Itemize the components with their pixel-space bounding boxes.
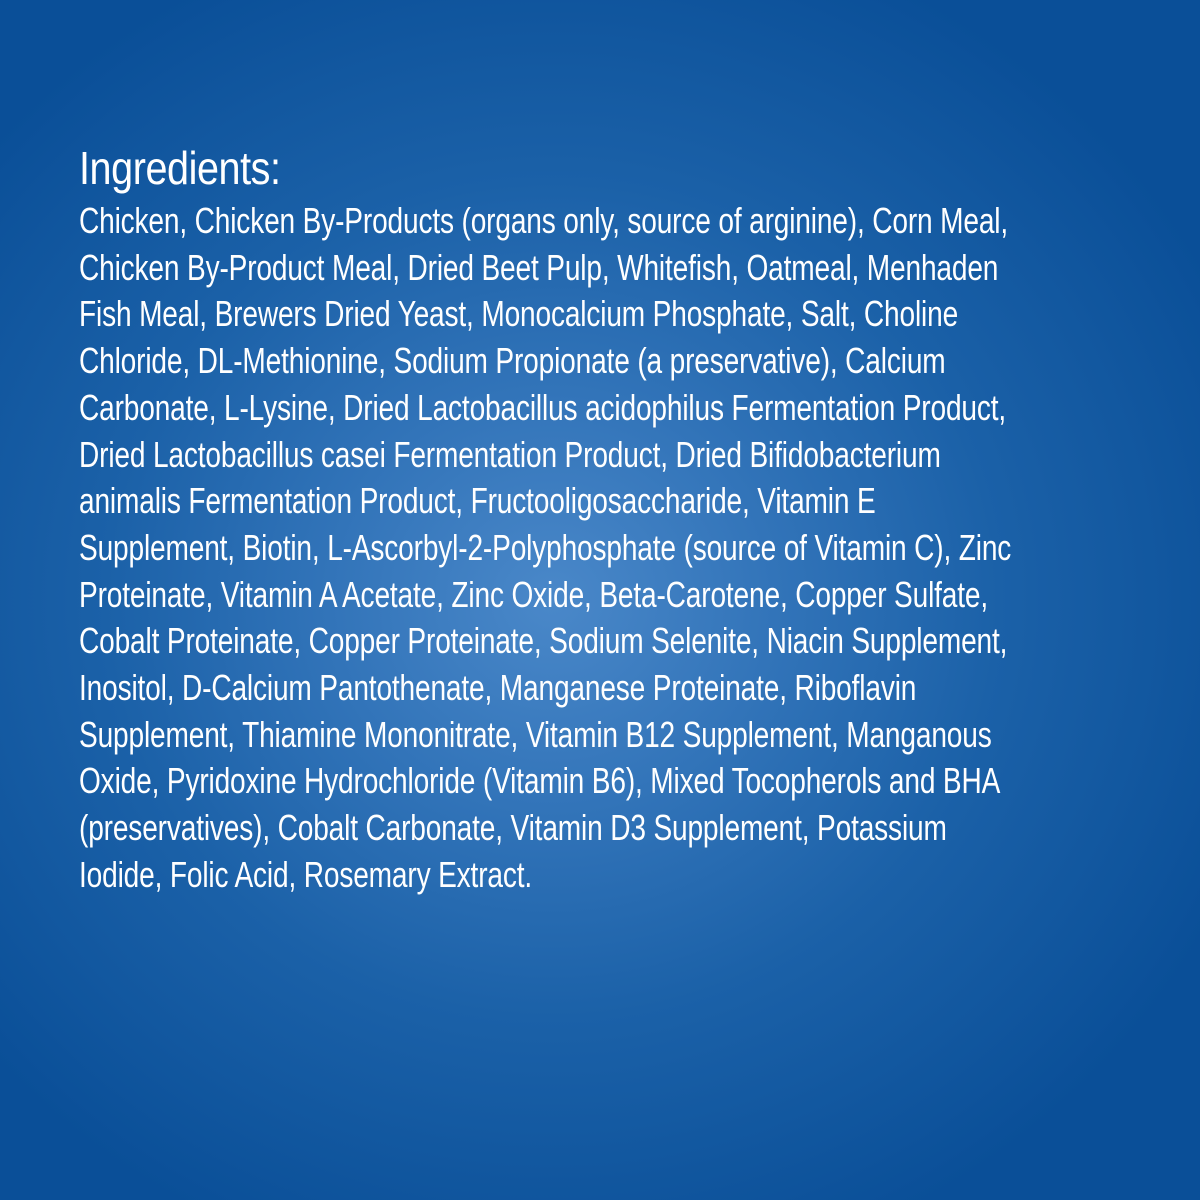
- ingredient-line: Chloride, DL-Methionine, Sodium Propionate (a preservative), Calcium: [79, 340, 946, 382]
- ingredients-list: [79, 198, 1159, 899]
- ingredient-line: (preservatives), Cobalt Carbonate, Vitamin D3 Supplement, Potassium: [79, 807, 947, 849]
- ingredient-line: Inositol, D-Calcium Pantothenate, Manganese Proteinate, Riboflavin: [79, 667, 917, 709]
- ingredient-line: Chicken By-Product Meal, Dried Beet Pulp, Whitefish, Oatmeal, Menhaden: [79, 246, 999, 288]
- ingredients-heading: Ingredients:: [79, 142, 281, 194]
- ingredient-line: Carbonate, L-Lysine, Dried Lactobacillus acidophilus Fermentation Product,: [79, 386, 1007, 428]
- ingredient-line: Supplement, Thiamine Mononitrate, Vitamin B12 Supplement, Manganous: [79, 713, 992, 755]
- ingredient-line: Iodide, Folic Acid, Rosemary Extract.: [79, 853, 533, 895]
- ingredient-line: Dried Lactobacillus casei Fermentation Product, Dried Bifidobacterium: [79, 433, 941, 475]
- ingredient-line: Oxide, Pyridoxine Hydrochloride (Vitamin B6), Mixed Tocopherols and BHA: [79, 760, 1001, 802]
- ingredient-line: Cobalt Proteinate, Copper Proteinate, Sodium Selenite, Niacin Supplement,: [79, 620, 1008, 662]
- ingredient-line: Supplement, Biotin, L-Ascorbyl-2-Polyphosphate (source of Vitamin C), Zinc: [79, 526, 1012, 568]
- ingredients-panel: [79, 138, 1159, 899]
- ingredient-line: Proteinate, Vitamin A Acetate, Zinc Oxide, Beta-Carotene, Copper Sulfate,: [79, 573, 989, 615]
- ingredient-line: animalis Fermentation Product, Fructooligosaccharide, Vitamin E: [79, 480, 876, 522]
- ingredient-line: Chicken, Chicken By-Products (organs only, source of arginine), Corn Meal,: [79, 200, 1009, 241]
- ingredient-line: Fish Meal, Brewers Dried Yeast, Monocalcium Phosphate, Salt, Choline: [79, 293, 959, 335]
